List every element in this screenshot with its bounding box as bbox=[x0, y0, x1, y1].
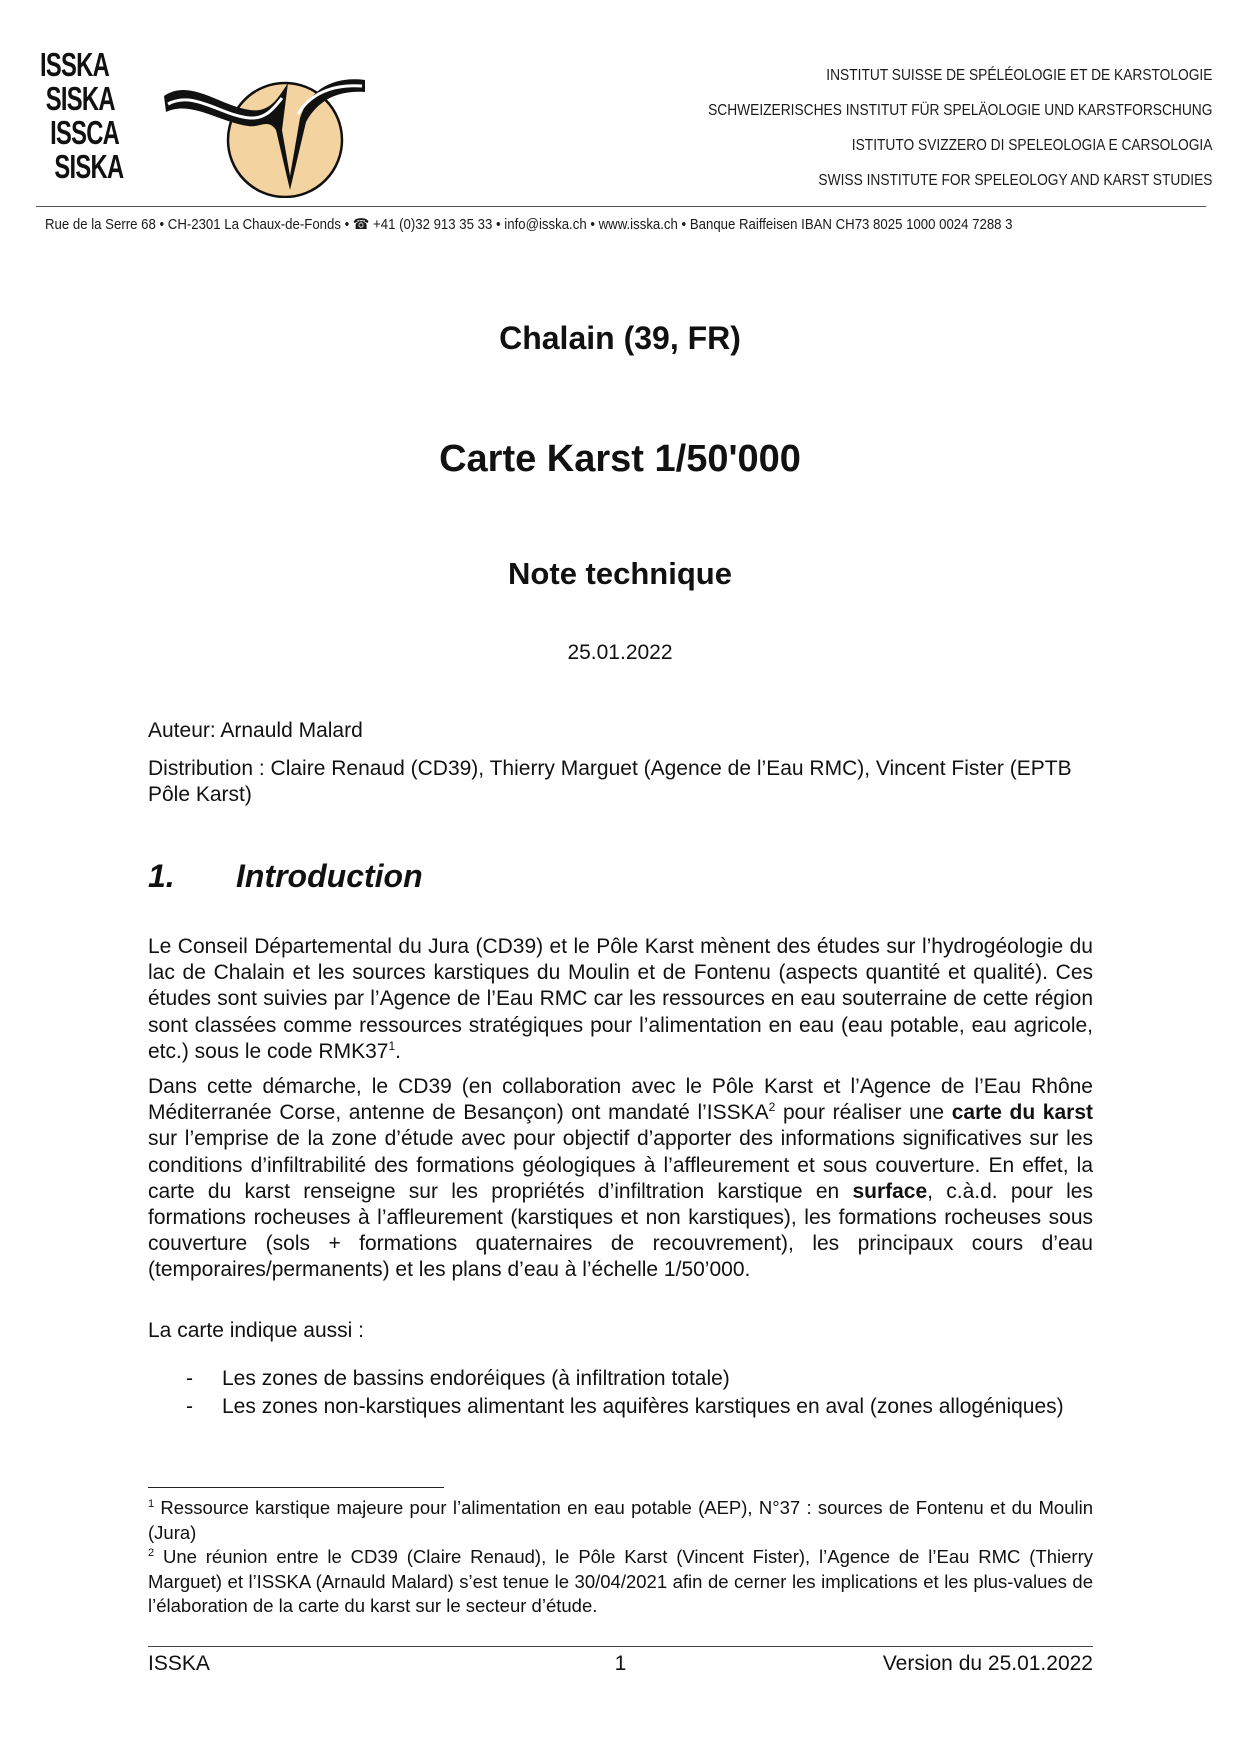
isska-logo-wordmark bbox=[40, 48, 123, 184]
bold-term: carte du karst bbox=[951, 1101, 1094, 1125]
paragraph-2 bbox=[148, 1074, 1093, 1284]
paragraph-1 bbox=[148, 934, 1093, 1065]
isska-logo-icon bbox=[160, 58, 370, 198]
telephone-icon: ☎ bbox=[352, 216, 370, 233]
list-item bbox=[186, 1394, 1093, 1420]
institute-name-it: ISTITUTO SVIZZERO DI SPELEOLOGIA E CARSOLOGIA bbox=[851, 137, 1212, 154]
paragraph-text: pour réaliser une bbox=[775, 1101, 952, 1125]
footnote-text: Une réunion entre le CD39 (Claire Renaud), le Pôle Karst (Vincent Fister), l’Agence de l’Eau RMC (Thierry Marguet) et l’ISSKA (Arnauld Malard) s’est tenue le 30/04/2021 afin de cerner les implications et les plus-values de l’élaboration de la carte du karst sur le secteur d’étude. bbox=[148, 1546, 1093, 1616]
bold-term: surface bbox=[852, 1179, 928, 1203]
section-heading bbox=[148, 858, 423, 895]
institute-name-de: SCHWEIZERISCHES INSTITUT FÜR SPELÄOLOGIE UND KARSTFORSCHUNG bbox=[707, 102, 1212, 119]
document-title: Carte Karst 1/50'000 bbox=[439, 438, 801, 480]
paragraph-text: , c.à.d. pour les formations rocheuses à l’affleurement (karstiques et non karstiques), les formations rocheuses sous couverture (sols + formations quaternaires de recouvrement), les principaux cours d’eau (temporaires/permanents) et les plans d’eau à l’échelle 1/50’000. bbox=[148, 1179, 1093, 1282]
list-item bbox=[186, 1366, 1093, 1392]
logo-word: SISKA bbox=[54, 148, 124, 185]
address: Rue de la Serre 68 bbox=[45, 216, 156, 233]
footnote-ref-1[interactable]: 1 bbox=[388, 1038, 396, 1053]
footer-version: Version du 25.01.2022 bbox=[882, 1652, 1093, 1675]
separator: • bbox=[590, 216, 595, 233]
distribution-line: Distribution : Claire Renaud (CD39), Thierry Marguet (Agence de l’Eau RMC), Vincent Fister (EPTB Pôle Karst) bbox=[148, 757, 1072, 806]
footer-divider bbox=[148, 1646, 1093, 1647]
contact-line bbox=[45, 215, 1061, 233]
header-divider bbox=[36, 206, 1206, 207]
list-item-text: Les zones de bassins endoréiques (à infiltration totale) bbox=[222, 1367, 730, 1390]
separator: • bbox=[159, 216, 165, 233]
bullet-dash: - bbox=[186, 1395, 193, 1419]
footnote-1 bbox=[148, 1496, 1093, 1545]
page-number: 1 bbox=[614, 1652, 627, 1675]
logo-word: ISSCA bbox=[50, 114, 120, 151]
bank-details: Banque Raiffeisen IBAN CH73 8025 1000 0024 7288 3 bbox=[689, 216, 1013, 233]
paragraph-text: Dans cette démarche, le CD39 (en collaboration avec le Pôle Karst et l’Agence de l’Eau Rhône Méditerranée Corse, antenne de Besançon) ont mandaté l’ISSKA bbox=[148, 1075, 1093, 1125]
bullet-dash: - bbox=[186, 1367, 193, 1390]
list-item-text: Les zones non-karstiques alimentant les aquifères karstiques en aval (zones allogéniques) bbox=[222, 1395, 1064, 1419]
footnote-2 bbox=[148, 1545, 1093, 1619]
email-link[interactable]: info@isska.ch bbox=[504, 216, 587, 233]
document-date: 25.01.2022 bbox=[567, 641, 673, 664]
logo-word: SISKA bbox=[45, 80, 115, 117]
separator: • bbox=[344, 216, 350, 233]
city: CH-2301 La Chaux-de-Fonds bbox=[167, 216, 341, 233]
location-title: Chalain (39, FR) bbox=[499, 320, 741, 356]
institute-names bbox=[708, 58, 1212, 198]
separator: • bbox=[495, 216, 501, 233]
paragraph-text: sur l’emprise de la zone d’étude avec pour objectif d’apporter des informations significatives sur les conditions d’infiltrabilité des formations géologiques à l’affleurement et sous couverture. En effet, la carte du karst renseigne sur les propriétés d’infiltration karstique en bbox=[148, 1127, 1093, 1203]
page-footer bbox=[148, 1652, 1093, 1676]
footnote-divider bbox=[148, 1487, 444, 1488]
paragraph-3: La carte indique aussi : bbox=[148, 1319, 364, 1342]
footnote-number: 1 bbox=[148, 1497, 155, 1510]
paragraph-text: . bbox=[395, 1039, 401, 1063]
institute-name-fr: INSTITUT SUISSE DE SPÉLÉOLOGIE ET DE KARSTOLOGIE bbox=[825, 67, 1212, 84]
institute-name-en: SWISS INSTITUTE FOR SPELEOLOGY AND KARST STUDIES bbox=[817, 172, 1212, 189]
footnotes bbox=[148, 1496, 1093, 1619]
section-title: Introduction bbox=[236, 858, 423, 894]
logo-word: ISSKA bbox=[40, 46, 110, 83]
footnote-number: 2 bbox=[148, 1546, 155, 1559]
bullet-list bbox=[186, 1366, 1093, 1422]
separator: • bbox=[681, 216, 687, 233]
section-number: 1. bbox=[148, 858, 175, 894]
footer-organization: ISSKA bbox=[148, 1652, 210, 1675]
document-subtitle: Note technique bbox=[508, 556, 732, 591]
website-link[interactable]: www.isska.ch bbox=[598, 216, 678, 233]
paragraph-text: Le Conseil Départemental du Jura (CD39) et le Pôle Karst mènent des études sur l’hydrogéologie du lac de Chalain et les sources karstiques du Moulin et de Fontenu (aspects quantité et qualité). Ces études sont suivies par l’Agence de l’Eau RMC car les ressources en eau souterraine de cette région sont classées comme ressources stratégiques pour l’alimentation en eau (eau potable, eau agricole, etc.) sous le code RMK37 bbox=[148, 935, 1093, 1063]
footnote-text: Ressource karstique majeure pour l’alimentation en eau potable (AEP), N°37 : sources de Fontenu et du Moulin (Jura) bbox=[148, 1497, 1093, 1543]
author-line: Auteur: Arnauld Malard bbox=[148, 719, 363, 742]
phone-number: +41 (0)32 913 35 33 bbox=[373, 216, 493, 233]
footnote-ref-2[interactable]: 2 bbox=[768, 1100, 776, 1115]
